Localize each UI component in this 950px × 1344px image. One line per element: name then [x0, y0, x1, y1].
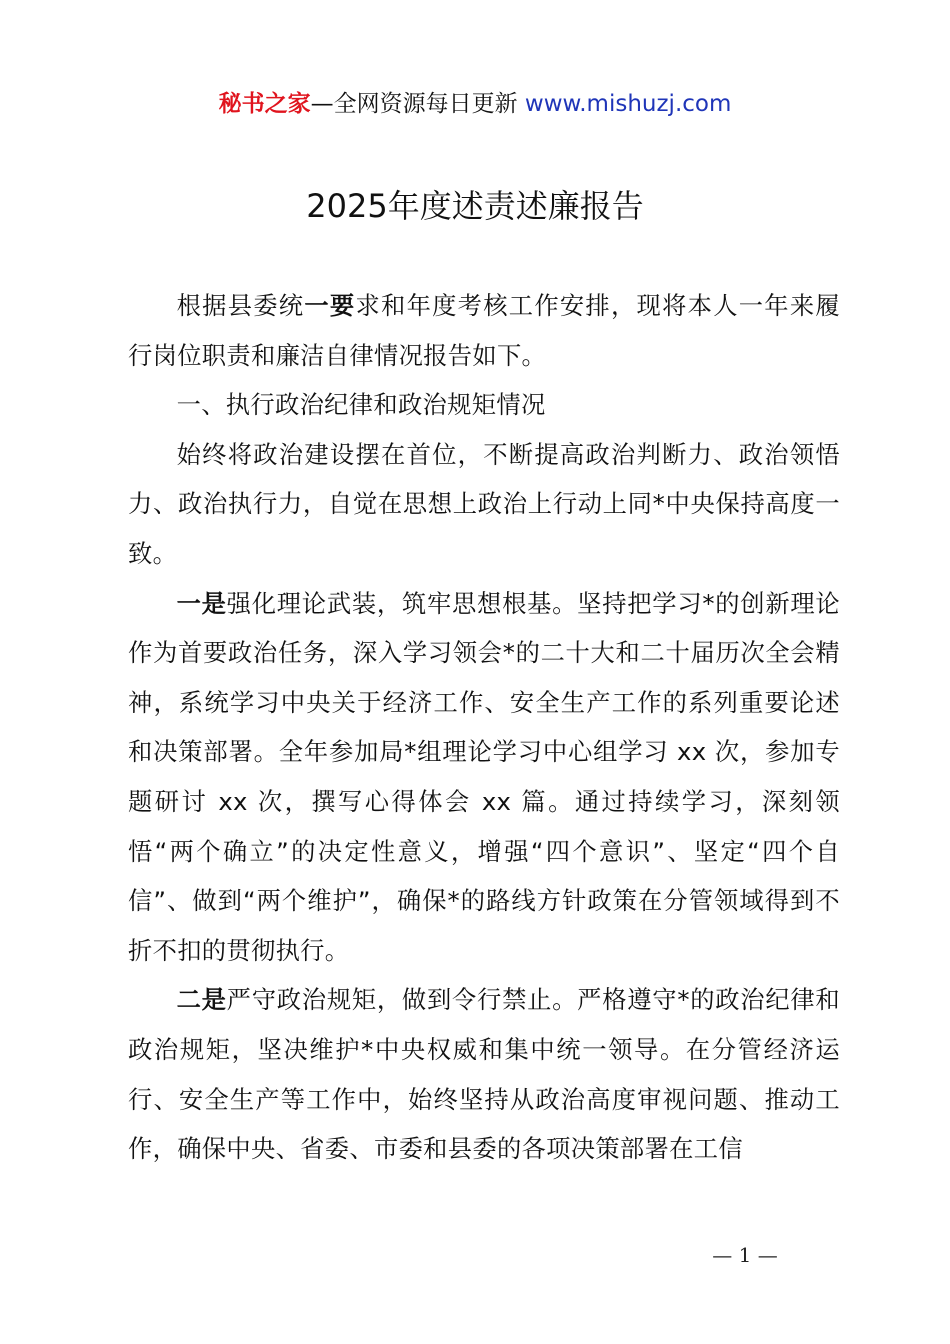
item-paragraph-1: [128, 579, 840, 976]
document-title: 2025年度述责述廉报告: [306, 187, 644, 225]
section-paragraph: 始终将政治建设摆在首位，不断提高政治判断力、政治领悟力、政治执行力，自觉在思想上政治上行动上同*中央保持高度一致。: [128, 439, 840, 568]
intro-bold-text: 一要: [304, 291, 356, 320]
item-text-1: 强化理论武装，筑牢思想根基。坚持把学习*的创新理论作为首要政治任务，深入学习领会*的二十大和二十届历次全会精神，系统学习中央关于经济工作、安全生产工作的系列重要论述和决策部署。全年参加局*组理论学习中心组学习 xx 次，参加专题研讨 xx 次，撰写心得体会 xx 篇。通过持续学习，深刻领悟“两个确立”的决定性意义，增强“四个意识”、坚定“四个自信”、做到“两个维护”，确保*的路线方针政策在分管领域得到不折不扣的贯彻执行。: [128, 588, 840, 965]
brand-name: 秘书之家: [218, 91, 311, 117]
section-heading: 一、执行政治纪律和政治规矩情况: [176, 390, 546, 420]
header-tagline: —全网资源每日更新: [310, 91, 518, 117]
item-lead-2: 二是: [176, 985, 227, 1015]
page-number: — 1 —: [712, 1243, 778, 1267]
item-lead-1: 一是: [176, 588, 227, 618]
document-body: [128, 281, 840, 1174]
site-header: [0, 86, 950, 122]
site-url-link[interactable]: www.mishuzj.com: [524, 91, 732, 117]
intro-text-a: 根据县委统: [176, 291, 305, 320]
intro-paragraph: [128, 281, 840, 380]
intro-text-b: 求和年度考核工作安排，现将本人一年来履行岗位职责和廉洁自律情况报告如下。: [128, 291, 840, 370]
item-text-2: 严守政治规矩，做到令行禁止。严格遵守*的政治纪律和政治规矩，坚决维护*中央权威和集中统一领导。在分管经济运行、安全生产等工作中，始终坚持从政治高度审视问题、推动工作，确保中央、省委、市委和县委的各项决策部署在工信: [128, 985, 840, 1164]
item-paragraph-2: [128, 975, 840, 1173]
